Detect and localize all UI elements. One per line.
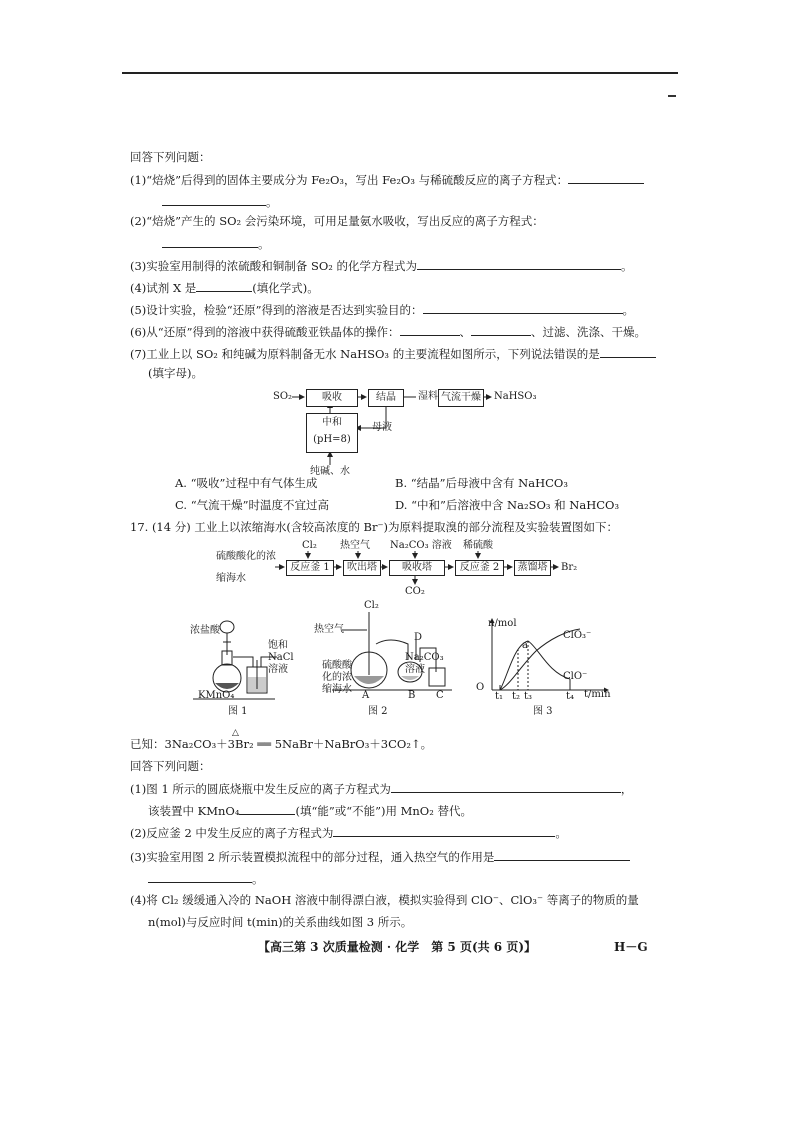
answer-blank[interactable]: [494, 849, 630, 861]
intro-text-2: 回答下列问题：: [130, 759, 211, 773]
flow2-reactor2: 反应釜 2: [455, 560, 504, 576]
flow2-reactor1: 反应釜 1: [286, 560, 334, 576]
footer-code: H－G: [614, 940, 648, 954]
footer-title: 【高三第 3 次质量检测 · 化学 第 5 页(共 6 页)】: [258, 940, 537, 954]
fig3-xlabel: t/min: [584, 689, 611, 700]
fig1-nacl-line3: 溶液: [268, 664, 288, 675]
fig1-nacl-label: [268, 640, 294, 676]
flow2-h2so4: 稀硫酸: [463, 540, 493, 551]
fig3-t1: t₁: [495, 691, 504, 702]
fig2-na2co3-label: [405, 652, 444, 676]
fig2-sea-label: [322, 660, 352, 696]
fig3-point-a: a: [522, 640, 528, 651]
fig1-kmno4-label: KMnO₄: [198, 690, 235, 701]
fig1-nacl-line2: NaCl: [268, 652, 294, 663]
part-1b: [148, 803, 472, 819]
question-7-text: (7)工业上以 SO₂ 和纯碱为原料制备无水 NaHSO₃ 的主要流程如图所示，下列说法错误的是: [130, 347, 600, 361]
option-a: A. “吸收”过程中有气体生成: [175, 476, 318, 490]
fig2-na-line2: 溶液: [405, 664, 425, 675]
known-equation: 已知：3Na₂CO₃＋3Br₂ ══ 5NaBr＋NaBrO₃＋3CO₂↑。: [130, 737, 433, 751]
part-1b-tail: (填“能”或“不能”)用 MnO₂ 替代。: [295, 804, 472, 818]
fig3-clo3-label: ClO₃⁻: [563, 630, 592, 641]
part-3-text: (3)实验室用图 2 所示装置模拟流程中的部分过程，通入热空气的作用是: [130, 850, 495, 864]
answer-blank[interactable]: [239, 803, 295, 815]
question-5: (5)设计实验，检验“还原”得到的溶液是否达到实验目的： 。: [130, 303, 635, 317]
flow-dry-box: 气流干燥: [438, 389, 484, 407]
fig2-caption: 图 2: [368, 706, 388, 717]
fig3-t4: t₄: [566, 691, 575, 702]
flow-ph-label: (pH=8): [313, 434, 351, 445]
answer-blank[interactable]: [148, 871, 252, 883]
question-1-text: (1)“焙烧”后得到的固体主要成分为 Fe₂O₃，写出 Fe₂O₃ 与稀硫酸反应的离子方程式：: [130, 173, 569, 187]
flow-neutral-label: 中和: [322, 417, 342, 428]
fig3-origin: O: [476, 682, 485, 693]
question-6-text: (6)从“还原”得到的溶液中获得硫酸亚铁晶体的操作：: [130, 325, 400, 339]
flow-soda: 纯碱、水: [310, 466, 350, 477]
question-17: 17. (14 分) 工业上以浓缩海水(含较高浓度的 Br⁻)为原料提取溴的部分流程及实验装置图如下：: [130, 520, 619, 534]
fig1-nacl-line1: 饱和: [268, 640, 288, 651]
flow-crystal-box: 结晶: [368, 389, 404, 407]
flow-product: NaHSO₃: [494, 391, 537, 402]
part-4a: (4)将 Cl₂ 缓缓通入冷的 NaOH 溶液中制得漂白液，模拟实验得到 ClO⁻、ClO₃⁻ 等离子的物质的量: [130, 893, 639, 907]
fig2-c-label: C: [436, 690, 444, 701]
flow-mother: 母液: [372, 422, 392, 433]
option-b: B. “结晶”后母液中含有 NaHCO₃: [395, 476, 568, 490]
fig3-clo-label: ClO⁻: [563, 671, 588, 682]
flow2-co2: CO₂: [405, 586, 425, 597]
intro-text: 回答下列问题：: [130, 150, 211, 164]
fig3-t3: t₃: [524, 691, 533, 702]
fig2-cl2-label: Cl₂: [364, 600, 379, 611]
part-1b-text: 该装置中 KMnO₄: [148, 804, 240, 818]
fig2-d-label: D: [414, 632, 423, 643]
fig3-t2: t₂: [512, 691, 521, 702]
fig2-sea-line3: 缩海水: [322, 684, 352, 695]
flow2-br2: Br₂: [561, 562, 578, 573]
flow2-cl2: Cl₂: [302, 540, 317, 551]
fig2-hotair-label: 热空气: [314, 624, 344, 635]
question-4-text: (4)试剂 X 是: [130, 281, 197, 295]
fig3-ylabel: n/mol: [488, 618, 517, 629]
flow-so2: SO₂: [273, 391, 293, 402]
flow-absorb-box: 吸收: [306, 389, 358, 407]
part-2-text: (2)反应釜 2 中发生反应的离子方程式为: [130, 826, 334, 840]
flow2-na2co3: Na₂CO₃ 溶液: [390, 540, 452, 551]
question-4-tail: (填化学式)。: [252, 281, 319, 295]
fig1-hcl-label: 浓盐酸: [190, 625, 220, 636]
answer-line: 。: [148, 871, 264, 887]
option-c: C. “气流干燥”时温度不宜过高: [175, 498, 329, 512]
flow2-distill-tower: 蒸馏塔: [514, 560, 551, 576]
fig2-sea-line1: 硫酸酸: [322, 660, 352, 671]
question-6-tail: 、过滤、洗涤、干燥。: [531, 325, 647, 339]
part-4b: n(mol)与反应时间 t(min)的关系曲线如图 3 所示。: [148, 915, 413, 929]
option-d: D. “中和”后溶液中含 Na₂SO₃ 和 NaHCO₃: [395, 498, 620, 512]
question-7-tail: (填字母)。: [148, 366, 203, 380]
fig2-sea-line2: 化的浓: [322, 672, 352, 683]
question-3: (3)实验室用制得的浓硫酸和铜制备 SO₂ 的化学方程式为 。: [130, 259, 633, 273]
flow2-hotair: 热空气: [340, 540, 370, 551]
flow2-feed-1: 硫酸酸化的浓: [216, 551, 276, 562]
part-2: (2)反应釜 2 中发生反应的离子方程式为 。: [130, 826, 567, 840]
part-1: (1)图 1 所示的圆底烧瓶中发生反应的离子方程式为 ，: [130, 782, 633, 796]
part-3: [130, 849, 630, 865]
answer-line: 。: [162, 194, 278, 210]
question-3-text: (3)实验室用制得的浓硫酸和铜制备 SO₂ 的化学方程式为: [130, 259, 418, 273]
flow2-absorb-tower: 吸收塔: [389, 560, 445, 576]
question-2: (2)“焙烧”产生的 SO₂ 会污染环境，可用足量氨水吸收，写出反应的离子方程式：: [130, 214, 544, 228]
fig3-caption: 图 3: [533, 706, 553, 717]
fig2-a-label: A: [362, 690, 370, 701]
flow-wet: 湿料: [418, 391, 438, 402]
question-6: (6)从“还原”得到的溶液中获得硫酸亚铁晶体的操作： 、 、过滤、洗涤、干燥。: [130, 325, 647, 339]
heat-symbol: △: [232, 728, 239, 738]
flow2-feed-2: 缩海水: [216, 573, 246, 584]
answer-line: 。: [162, 236, 270, 252]
answer-blank[interactable]: [333, 825, 555, 837]
answer-blank[interactable]: [391, 781, 621, 793]
fig1-caption: 图 1: [228, 706, 248, 717]
flow2-blow-tower: 吹出塔: [343, 560, 381, 576]
question-5-text: (5)设计实验，检验“还原”得到的溶液是否达到实验目的：: [130, 303, 423, 317]
fig2-b-label: B: [408, 690, 416, 701]
fig2-na-line1: Na₂CO₃: [405, 652, 444, 663]
part-1-text: (1)图 1 所示的圆底烧瓶中发生反应的离子方程式为: [130, 782, 391, 796]
